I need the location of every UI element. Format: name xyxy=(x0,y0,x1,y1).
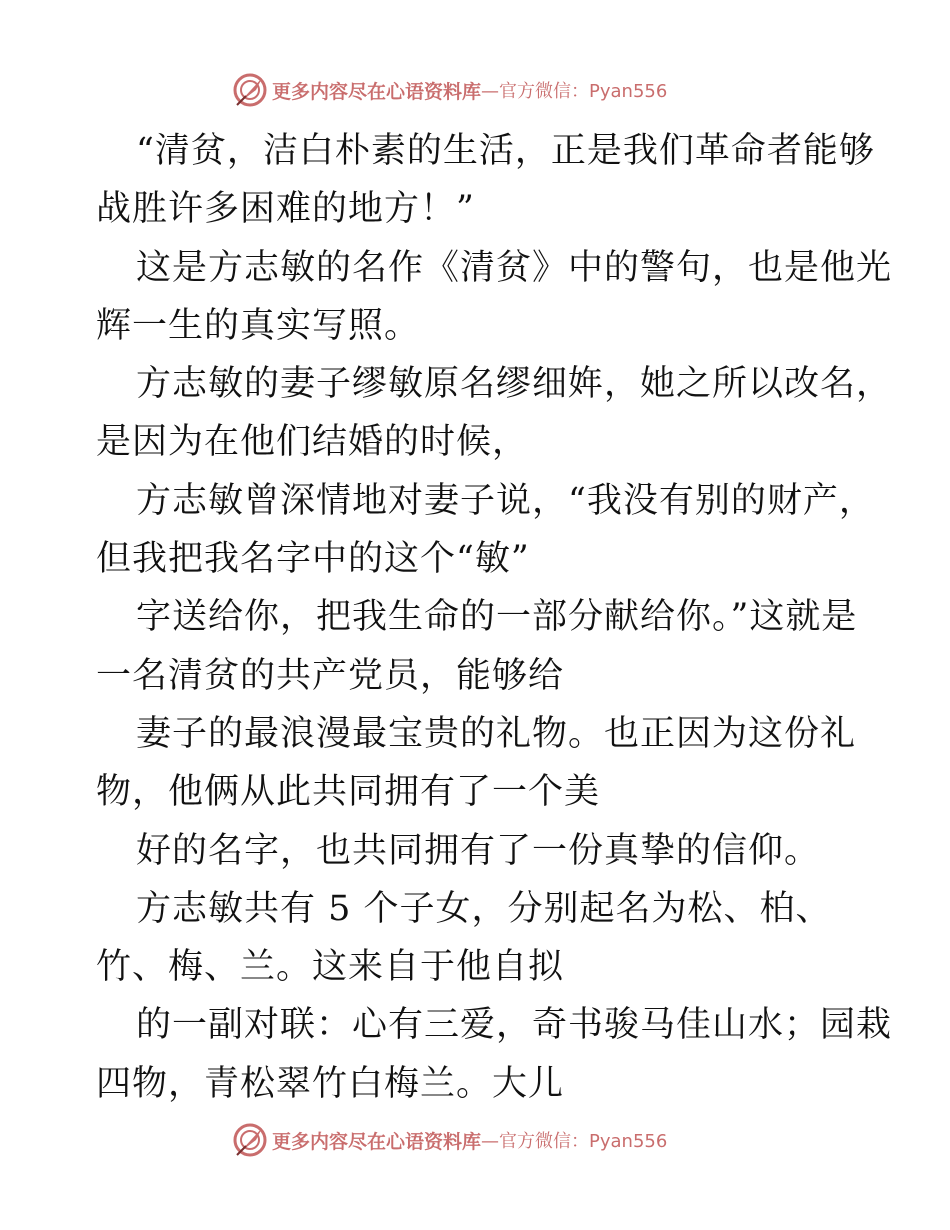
text-line: 物，他俩从此共同拥有了一个美 xyxy=(96,772,601,813)
banner-site-text: 更多内容尽在心语资料库 xyxy=(272,80,482,103)
text-line: 一名清贫的共产党员，能够给 xyxy=(96,655,565,696)
document-body xyxy=(96,122,893,1113)
quill-logo-icon xyxy=(232,1122,268,1158)
text-line: 但我把我名字中的这个“敏” xyxy=(96,539,530,580)
text-line: 这是方志敏的名作《清贫》中的警句，也是他光 xyxy=(136,247,893,288)
text-line: “清贫，洁白朴素的生活，正是我们革命者能够 xyxy=(136,131,875,171)
text-line: 战胜许多困难的地方！” xyxy=(96,189,475,230)
text-line: 竹、梅、兰。这来自于他自拟 xyxy=(96,947,565,988)
footer-banner xyxy=(232,1118,752,1162)
text-line: 辉一生的真实写照。 xyxy=(96,305,421,346)
text-line: 方志敏曾深情地对妻子说，“我没有别的财产， xyxy=(136,480,875,521)
text-line: 字送给你，把我生命的一部分献给你。”这就是 xyxy=(136,597,858,638)
text-line: 四物，青松翠竹白梅兰。大儿 xyxy=(96,1063,565,1104)
header-banner xyxy=(232,68,752,112)
banner-site-text: 更多内容尽在心语资料库 xyxy=(272,1130,482,1153)
text-line: 妻子的最浪漫最宝贵的礼物。也正因为这份礼 xyxy=(136,713,857,754)
quill-logo-icon xyxy=(232,72,268,108)
text-line: 的一副对联：心有三爱，奇书骏马佳山水；园栽 xyxy=(136,1005,893,1046)
text-line: 方志敏的妻子缪敏原名缪细姩，她之所以改名， xyxy=(136,364,893,405)
text-line: 方志敏共有 5 个子女，分别起名为松、柏、 xyxy=(136,888,832,929)
text-line: 好的名字，也共同拥有了一份真挚的信仰。 xyxy=(136,830,821,871)
banner-contact-text: —官方微信：Pyan556 xyxy=(481,1131,668,1152)
banner-contact-text: —官方微信：Pyan556 xyxy=(481,81,668,102)
text-line: 是因为在他们结婚的时候， xyxy=(96,422,529,463)
